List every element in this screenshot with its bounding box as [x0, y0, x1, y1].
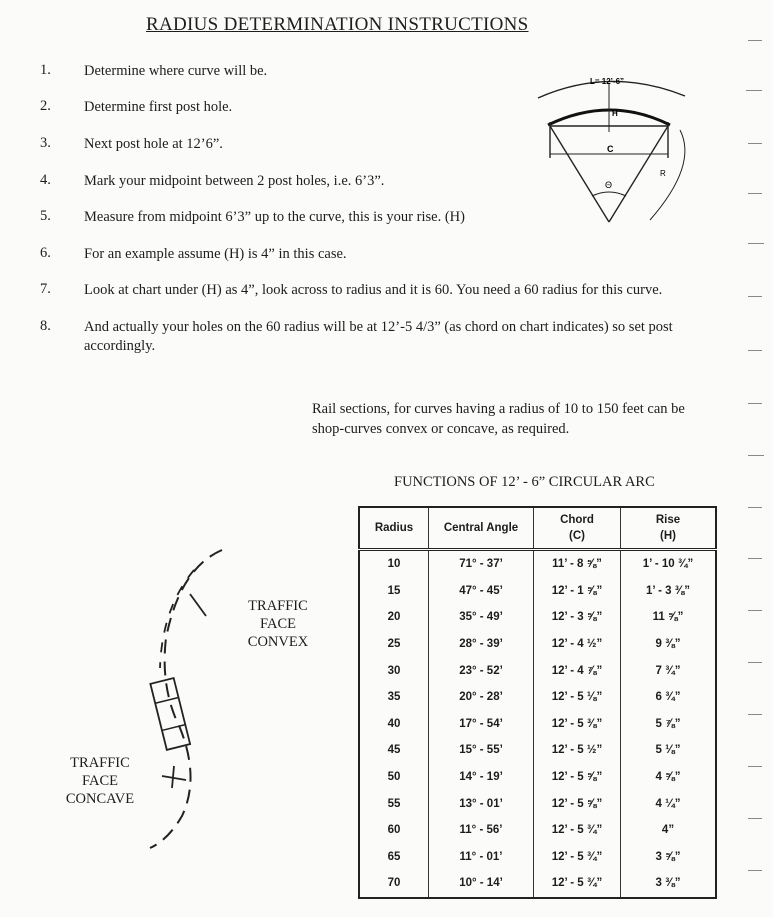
cell-rise: 6 ¾”	[621, 684, 717, 711]
cell-radius: 10	[359, 550, 429, 578]
cell-radius: 35	[359, 684, 429, 711]
table-header-row	[359, 507, 716, 550]
cell-rise: 1’ - 10 ¾”	[621, 550, 717, 578]
margin-mark	[748, 766, 762, 767]
cell-central-angle: 17° - 54’	[429, 711, 534, 738]
arc-geometry-diagram	[530, 70, 710, 240]
cell-radius: 50	[359, 764, 429, 791]
cell-central-angle: 47° - 45’	[429, 578, 534, 605]
cell-central-angle: 28° - 39’	[429, 631, 534, 658]
margin-mark	[748, 40, 762, 41]
step-number: 2.	[40, 98, 51, 114]
cell-radius: 70	[359, 870, 429, 898]
step-text: Mark your midpoint between 2 post holes, i.e. 6’3”.	[84, 173, 385, 189]
step-text: For an example assume (H) is 4” in this case.	[84, 246, 347, 262]
margin-mark	[748, 243, 764, 244]
cell-rise: 11 ⅝”	[621, 604, 717, 631]
margin-mark	[748, 662, 762, 663]
cell-rise: 5 ⅞”	[621, 711, 717, 738]
table-row	[359, 578, 716, 605]
outer-curve-line	[150, 550, 222, 848]
cell-chord: 12’ - 5 ⅛”	[534, 684, 621, 711]
cell-rise: 4”	[621, 817, 717, 844]
cell-radius: 30	[359, 657, 429, 684]
chord-label: C	[607, 144, 614, 154]
header-chord: Chord (C)	[534, 507, 621, 550]
page-title: RADIUS DETERMINATION INSTRUCTIONS	[146, 14, 529, 35]
cell-chord: 12’ - 5 ¾”	[534, 870, 621, 898]
cell-central-angle: 15° - 55’	[429, 737, 534, 764]
cell-chord: 12’ - 5 ⅝”	[534, 790, 621, 817]
cell-central-angle: 10° - 14’	[429, 870, 534, 898]
cell-chord: 12’ - 5 ¾”	[534, 844, 621, 871]
radius-label: R	[660, 169, 666, 178]
cell-chord: 12’ - 5 ½”	[534, 737, 621, 764]
table-row	[359, 790, 716, 817]
cell-central-angle: 20° - 28’	[429, 684, 534, 711]
table-row	[359, 764, 716, 791]
cell-radius: 15	[359, 578, 429, 605]
traffic-face-convex-label: TRAFFIC FACE CONVEX	[247, 598, 309, 650]
header-rise: Rise (H)	[621, 507, 717, 550]
cell-chord: 12’ - 4 ⅞”	[534, 657, 621, 684]
margin-mark	[748, 403, 762, 404]
header-central-angle: Central Angle	[429, 507, 534, 550]
margin-mark	[748, 818, 762, 819]
cell-rise: 4 ⅝”	[621, 764, 717, 791]
cell-rise: 7 ¾”	[621, 657, 717, 684]
step-text: And actually your holes on the 60 radius will be at 12’-5 4/3” (as chord on chart indicates) so set post accordingly.	[84, 319, 673, 354]
margin-mark	[748, 296, 762, 297]
table-row	[359, 870, 716, 898]
table-row	[359, 737, 716, 764]
cell-radius: 55	[359, 790, 429, 817]
table-row	[359, 631, 716, 658]
header-radius: Radius	[359, 507, 429, 550]
step-number: 3.	[40, 135, 51, 151]
vehicle-icon	[150, 678, 190, 750]
step-text: Determine where curve will be.	[84, 63, 268, 79]
step-text: Measure from midpoint 6’3” up to the curve, this is your rise. (H)	[84, 209, 465, 225]
cell-rise: 1’ - 3 ⅜”	[621, 578, 717, 605]
cell-chord: 12’ - 5 ⅜”	[534, 711, 621, 738]
table-row	[359, 844, 716, 871]
cell-chord: 12’ - 5 ¾”	[534, 817, 621, 844]
traffic-face-concave-label: TRAFFIC FACE CONCAVE	[65, 755, 135, 807]
concave-pointer	[162, 776, 186, 780]
cell-chord: 12’ - 3 ⅝”	[534, 604, 621, 631]
margin-mark	[748, 714, 762, 715]
cell-radius: 60	[359, 817, 429, 844]
step-number: 7.	[40, 281, 51, 297]
margin-mark	[748, 143, 762, 144]
margin-mark	[748, 870, 762, 871]
cell-central-angle: 13° - 01’	[429, 790, 534, 817]
margin-mark	[748, 193, 762, 194]
rail-section-note: Rail sections, for curves having a radius of 10 to 150 feet can be shop-curves convex or concave, as required.	[312, 401, 685, 437]
step-number: 4.	[40, 172, 51, 188]
cell-radius: 65	[359, 844, 429, 871]
table-row	[359, 604, 716, 631]
cell-central-angle: 23° - 52’	[429, 657, 534, 684]
margin-mark	[748, 507, 762, 508]
cell-central-angle: 11° - 56’	[429, 817, 534, 844]
step-text: Next post hole at 12’6”.	[84, 136, 223, 152]
step-number: 6.	[40, 245, 51, 261]
table-row	[359, 657, 716, 684]
margin-mark	[748, 558, 762, 559]
cell-central-angle: 14° - 19’	[429, 764, 534, 791]
table-title: FUNCTIONS OF 12’ - 6” CIRCULAR ARC	[394, 474, 655, 490]
step-text: Determine first post hole.	[84, 99, 233, 115]
table-row	[359, 817, 716, 844]
cell-radius: 40	[359, 711, 429, 738]
table-row	[359, 684, 716, 711]
table-row	[359, 550, 716, 578]
margin-mark	[748, 350, 762, 351]
cell-rise: 3 ⅝”	[621, 844, 717, 871]
cell-chord: 11’ - 8 ⅝”	[534, 550, 621, 578]
convex-pointer	[190, 594, 206, 616]
cell-chord: 12’ - 4 ½”	[534, 631, 621, 658]
cell-chord: 12’ - 1 ⅝”	[534, 578, 621, 605]
cell-rise: 4 ¼”	[621, 790, 717, 817]
arc-length-label: L= 12’-6”	[590, 77, 625, 86]
step-text: Look at chart under (H) as 4”, look across to radius and it is 60. You need a 60 radius for this curve.	[84, 282, 663, 298]
cell-radius: 25	[359, 631, 429, 658]
cell-central-angle: 71° - 37’	[429, 550, 534, 578]
cell-central-angle: 35° - 49’	[429, 604, 534, 631]
traffic-curve-sketch	[140, 548, 250, 858]
margin-mark	[748, 455, 764, 456]
margin-mark	[748, 610, 762, 611]
step-number: 1.	[40, 62, 51, 78]
table-row	[359, 711, 716, 738]
cell-rise: 5 ⅛”	[621, 737, 717, 764]
rise-label: H	[612, 109, 618, 118]
cell-chord: 12’ - 5 ⅝”	[534, 764, 621, 791]
cell-radius: 45	[359, 737, 429, 764]
arc-functions-table	[358, 506, 717, 899]
step-number: 8.	[40, 318, 51, 334]
angle-label: Θ	[605, 180, 613, 190]
table-body	[359, 550, 716, 898]
margin-mark	[746, 90, 762, 91]
step-number: 5.	[40, 208, 51, 224]
cell-radius: 20	[359, 604, 429, 631]
cell-central-angle: 11° - 01’	[429, 844, 534, 871]
cell-rise: 9 ⅜”	[621, 631, 717, 658]
cell-rise: 3 ⅜”	[621, 870, 717, 898]
